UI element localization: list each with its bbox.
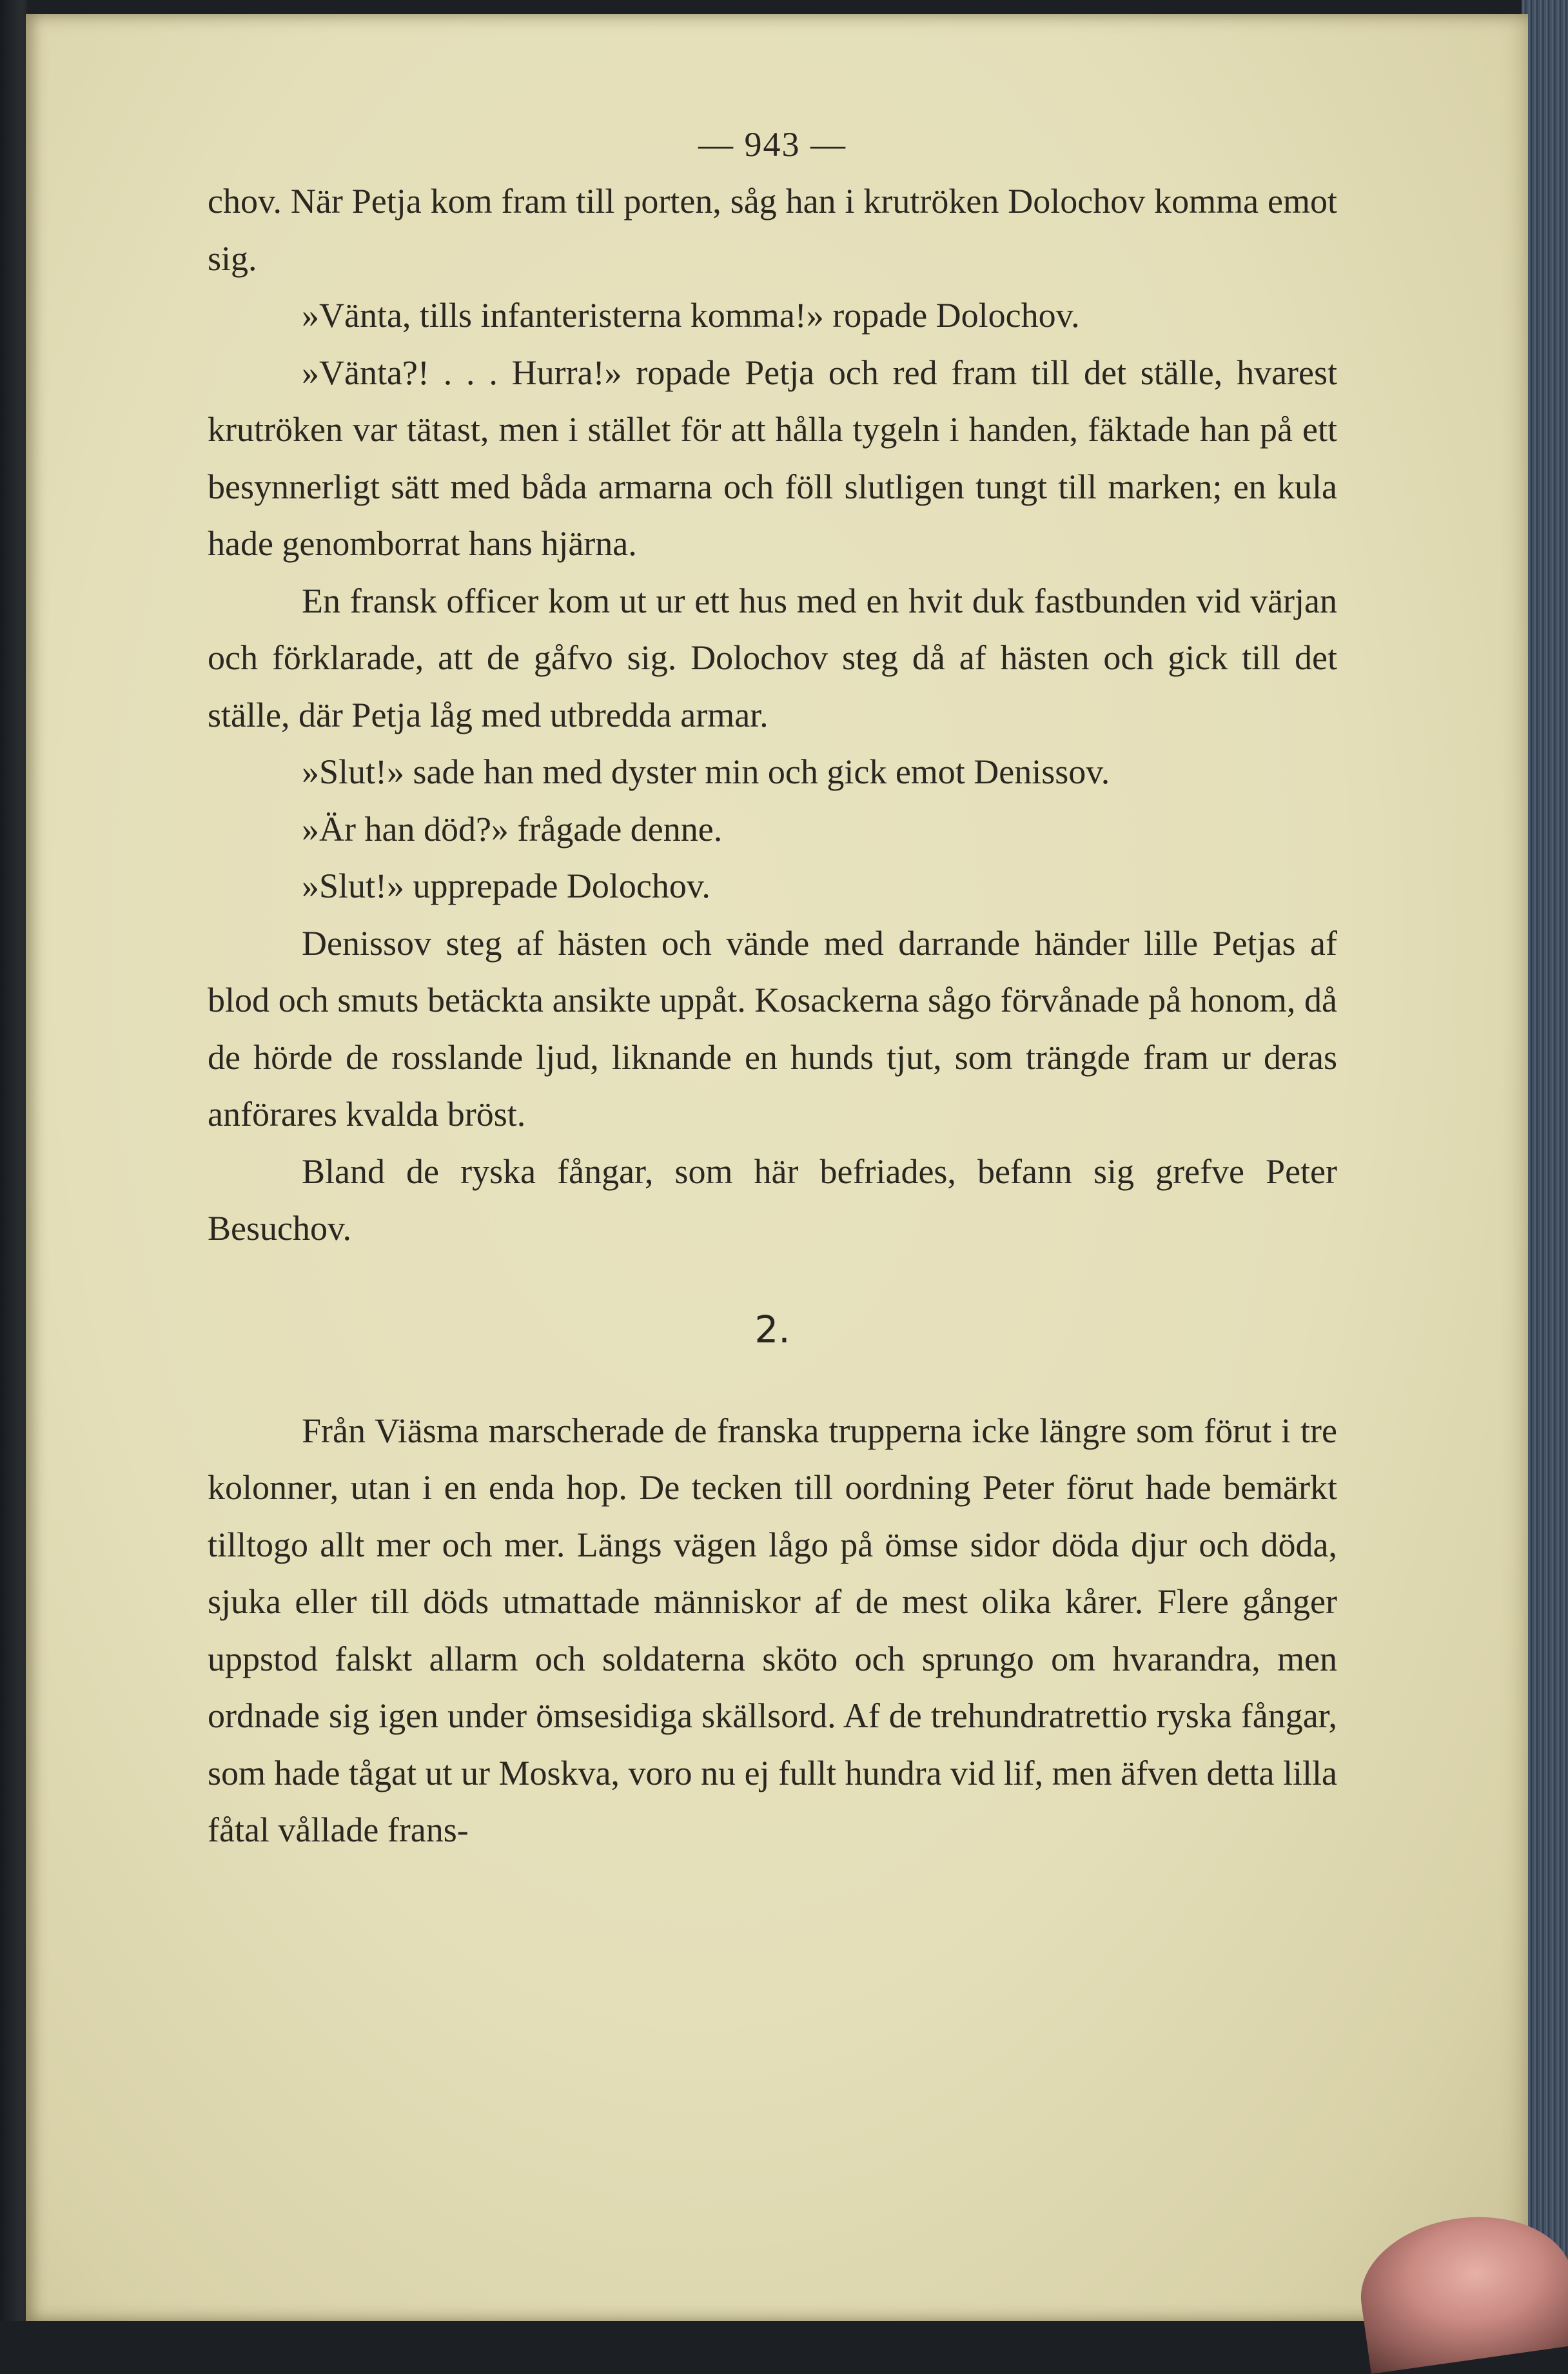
book-page-edges: [1522, 0, 1568, 2321]
paragraph: »Slut!» sade han med dyster min och gick emot Denissov.: [302, 752, 1110, 791]
page-number: — 943 —: [698, 125, 847, 164]
section-heading: 2.: [754, 1307, 790, 1351]
paragraph: »Vänta, tills infanteristerna komma!» ropade Dolochov.: [302, 296, 1080, 335]
paragraph-continuation: chov. När Petja kom fram till porten, såg han i krutröken Dolochov komma emot sig.: [208, 182, 1337, 278]
paragraph: »Vänta?! . . . Hurra!» ropade Petja och red fram till det ställe, hvarest krutröken var tätast, men i stället för att hålla tygeln i handen, fäktade han på ett besynnerligt sätt med båda armarna och föll slutligen tungt till marken; en kula hade genomborrat hans hjärna.: [208, 353, 1337, 563]
page-text-block: [208, 116, 1337, 1859]
paragraph: »Slut!» upprepade Dolochov.: [302, 867, 710, 905]
paragraph: Bland de ryska fångar, som här befriades, befann sig grefve Peter Besuchov.: [208, 1152, 1337, 1248]
paragraph: Denissov steg af hästen och vände med darrande händer lille Petjas af blod och smuts betäckta ansikte uppåt. Kosackerna sågo förvånade på honom, då de hörde de rosslande ljud, liknande en hunds tjut, som trängde fram ur deras anförares kvalda bröst.: [208, 923, 1337, 1133]
paragraph: Från Viäsma marscherade de franska trupperna icke längre som förut i tre kolonner, utan i en enda hop. De tecken till oordning Peter förut hade bemärkt tilltogo allt mer och mer. Längs vägen lågo på ömse sidor döda djur och döda, sjuka eller till döds utmattade människor af de mest olika kårer. Flere gånger uppstod falskt allarm och soldaterna sköto och sprungo om hvarandra, men ordnade sig igen under ömsesidiga skällsord. Af de trehundratrettio ryska fångar, som hade tågat ut ur Moskva, voro nu ej fullt hundra vid lif, men äfven detta lilla fåtal vållade frans-: [208, 1411, 1337, 1849]
paragraph: »Är han död?» frågade denne.: [302, 809, 723, 849]
paragraph: En fransk officer kom ut ur ett hus med en hvit duk fastbunden vid värjan och förklarade, att de gåfvo sig. Dolochov steg då af hästen och gick till det ställe, där Petja låg med utbredda armar.: [208, 581, 1337, 734]
